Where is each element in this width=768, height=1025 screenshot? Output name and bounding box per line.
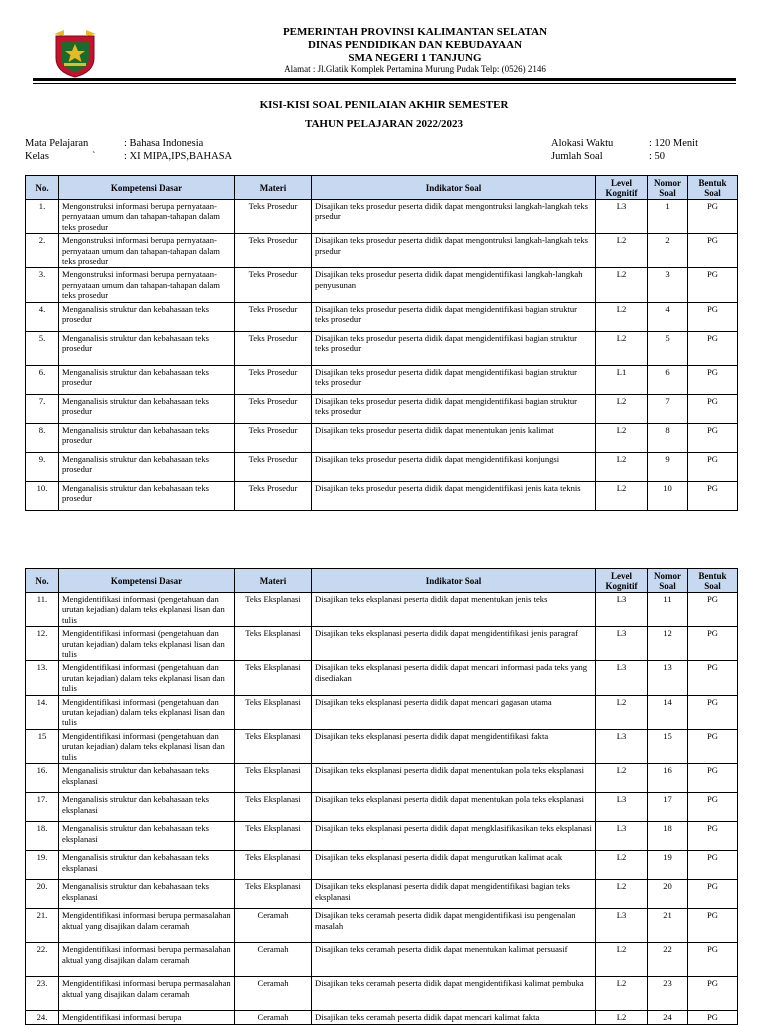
cell-kompetensi-dasar: Mengidentifikasi informasi (pengetahuan dan urutan kejadian) dalam teks ekplanasi lisan dan tulis [59,627,235,661]
cell-indikator-soal: Disajikan teks prosedur peserta didik dapat menentukan jenis kalimat [312,423,596,452]
header-address: Alamat : Jl.Glatik Komplek Pertamina Murung Pudak Telp: (0526) 2146 [284,64,546,74]
col-bentuk-soal: Bentuk Soal [688,176,738,200]
divider-thin [33,83,736,84]
cell-kompetensi-dasar: Mengidentifikasi informasi (pengetahuan dan urutan kejadian) dalam teks ekplanasi lisan dan tulis [59,593,235,627]
cell-nomor-soal: 22 [648,943,688,977]
cell-materi: Ceramah [235,909,312,943]
table-row [26,880,738,909]
table-row [26,764,738,793]
header-province: PEMERINTAH PROVINSI KALIMANTAN SELATAN [282,26,548,38]
cell-materi: Teks Eksplanasi [235,627,312,661]
cell-nomor-soal: 4 [648,302,688,331]
cell-indikator-soal: Disajikan teks ceramah peserta didik dapat mengidentifikasi kalimat pembuka [312,977,596,1011]
meta-mapel-label: Mata Pelajaran [25,138,89,149]
cell-level-kognitif: L2 [596,943,648,977]
cell-kompetensi-dasar: Menganalisis struktur dan kebahasaan teks prosedur [59,452,235,481]
cell-level-kognitif: L2 [596,331,648,365]
cell-indikator-soal: Disajikan teks eksplanasi peserta didik dapat mengidentifikasi fakta [312,729,596,763]
col-level-kognitif: Level Kognitif [596,569,648,593]
cell-level-kognitif: L3 [596,661,648,695]
table-row [26,365,738,394]
cell-nomor-soal: 12 [648,627,688,661]
cell-indikator-soal: Disajikan teks ceramah peserta didik dapat mencari kalimat fakta [312,1011,596,1024]
cell-level-kognitif: L2 [596,452,648,481]
col-nomor-soal: Nomor Soal [648,176,688,200]
cell-kompetensi-dasar: Menganalisis struktur dan kebahasaan teks eksplanasi [59,822,235,851]
cell-kompetensi-dasar: Menganalisis struktur dan kebahasaan teks prosedur [59,481,235,510]
cell-indikator-soal: Disajikan teks eksplanasi peserta didik dapat mengidentifikasi bagian teks eksplanasi [312,880,596,909]
col-materi: Materi [235,176,312,200]
cell-bentuk-soal: PG [688,627,738,661]
document-title: KISI-KISI SOAL PENILAIAN AKHIR SEMESTER [259,99,509,111]
cell-level-kognitif: L3 [596,909,648,943]
cell-indikator-soal: Disajikan teks prosedur peserta didik dapat mengidentifikasi konjungsi [312,452,596,481]
cell-materi: Teks Eksplanasi [235,880,312,909]
cell-no: 22. [26,943,59,977]
document-year: TAHUN PELAJARAN 2022/2023 [304,118,464,130]
cell-kompetensi-dasar: Mengidentifikasi informasi berupa [59,1011,235,1024]
cell-no: 17. [26,793,59,822]
meta-waktu-value: : 120 Menit [649,138,698,149]
cell-bentuk-soal: PG [688,880,738,909]
cell-level-kognitif: L2 [596,302,648,331]
table-header-row [26,569,738,593]
cell-indikator-soal: Disajikan teks prosedur peserta didik dapat mengidentifikasi bagian struktur teks prosedur [312,331,596,365]
cell-level-kognitif: L3 [596,793,648,822]
cell-kompetensi-dasar: Mengidentifikasi informasi (pengetahuan dan urutan kejadian) dalam teks ekplanasi lisan dan tulis [59,729,235,763]
meta-jumlah-value: : 50 [649,151,666,162]
cell-nomor-soal: 13 [648,661,688,695]
cell-bentuk-soal: PG [688,481,738,510]
cell-kompetensi-dasar: Menganalisis struktur dan kebahasaan teks eksplanasi [59,851,235,880]
cell-indikator-soal: Disajikan teks prosedur peserta didik dapat mengidentifikasi bagian struktur teks prosedur [312,365,596,394]
cell-bentuk-soal: PG [688,943,738,977]
table-header-row [26,176,738,200]
cell-nomor-soal: 11 [648,593,688,627]
cell-kompetensi-dasar: Menganalisis struktur dan kebahasaan teks eksplanasi [59,880,235,909]
table-row [26,394,738,423]
meta-waktu-label: Alokasi Waktu [551,138,614,149]
cell-indikator-soal: Disajikan teks prosedur peserta didik dapat mengidentifikasi bagian struktur teks prosedur [312,302,596,331]
cell-level-kognitif: L3 [596,822,648,851]
cell-indikator-soal: Disajikan teks eksplanasi peserta didik dapat menentukan pola teks eksplanasi [312,764,596,793]
cell-level-kognitif: L2 [596,423,648,452]
cell-no: 4. [26,302,59,331]
cell-kompetensi-dasar: Mengidentifikasi informasi berupa permasalahan aktual yang disajikan dalam ceramah [59,977,235,1011]
cell-kompetensi-dasar: Mengidentifikasi informasi berupa permasalahan aktual yang disajikan dalam ceramah [59,943,235,977]
cell-nomor-soal: 24 [648,1011,688,1024]
cell-level-kognitif: L2 [596,880,648,909]
cell-materi: Teks Prosedur [235,394,312,423]
divider-thick [33,78,736,81]
table-row [26,302,738,331]
cell-materi: Teks Prosedur [235,331,312,365]
cell-kompetensi-dasar: Menganalisis struktur dan kebahasaan teks eksplanasi [59,793,235,822]
cell-no: 16. [26,764,59,793]
cell-level-kognitif: L3 [596,627,648,661]
cell-bentuk-soal: PG [688,200,738,234]
cell-indikator-soal: Disajikan teks ceramah peserta didik dapat mengidentifikasi isu pengenalan masalah [312,909,596,943]
cell-nomor-soal: 7 [648,394,688,423]
cell-nomor-soal: 20 [648,880,688,909]
cell-materi: Ceramah [235,943,312,977]
cell-nomor-soal: 23 [648,977,688,1011]
cell-kompetensi-dasar: Menganalisis struktur dan kebahasaan teks prosedur [59,365,235,394]
cell-indikator-soal: Disajikan teks eksplanasi peserta didik dapat mengidentifikasi jenis paragraf [312,627,596,661]
cell-no: 14. [26,695,59,729]
table-row [26,729,738,763]
cell-nomor-soal: 1 [648,200,688,234]
cell-materi: Teks Prosedur [235,365,312,394]
col-level-kognitif: Level Kognitif [596,176,648,200]
cell-kompetensi-dasar: Mengonstruksi informasi berupa pernyataan-pernyataan umum dan tahapan-tahapan dalam teks prosedur [59,234,235,268]
cell-bentuk-soal: PG [688,452,738,481]
cell-level-kognitif: L1 [596,365,648,394]
cell-no: 11. [26,593,59,627]
col-indikator-soal: Indikator Soal [312,176,596,200]
cell-level-kognitif: L2 [596,268,648,302]
cell-no: 20. [26,880,59,909]
table-row [26,200,738,234]
meta-mapel-value: : Bahasa Indonesia [124,138,204,149]
table-row [26,627,738,661]
cell-indikator-soal: Disajikan teks eksplanasi peserta didik dapat menentukan pola teks eksplanasi [312,793,596,822]
cell-materi: Teks Prosedur [235,452,312,481]
col-nomor-soal: Nomor Soal [648,569,688,593]
col-materi: Materi [235,569,312,593]
col-bentuk-soal: Bentuk Soal [688,569,738,593]
cell-bentuk-soal: PG [688,302,738,331]
cell-level-kognitif: L3 [596,593,648,627]
cell-level-kognitif: L3 [596,200,648,234]
table-row [26,793,738,822]
cell-materi: Teks Eksplanasi [235,695,312,729]
cell-materi: Teks Eksplanasi [235,593,312,627]
cell-materi: Ceramah [235,977,312,1011]
col-kompetensi-dasar: Kompetensi Dasar [59,569,235,593]
kisi-kisi-table-1 [25,175,738,511]
table-row [26,695,738,729]
cell-level-kognitif: L2 [596,764,648,793]
cell-nomor-soal: 14 [648,695,688,729]
cell-materi: Teks Prosedur [235,481,312,510]
cell-kompetensi-dasar: Mengonstruksi informasi berupa pernyataan-pernyataan umum dan tahapan-tahapan dalam teks prosedur [59,200,235,234]
table-row [26,423,738,452]
cell-materi: Teks Prosedur [235,234,312,268]
cell-nomor-soal: 10 [648,481,688,510]
cell-materi: Teks Eksplanasi [235,851,312,880]
cell-indikator-soal: Disajikan teks ceramah peserta didik dapat menentukan kalimat persuasif [312,943,596,977]
cell-indikator-soal: Disajikan teks eksplanasi peserta didik dapat menentukan jenis teks [312,593,596,627]
cell-bentuk-soal: PG [688,822,738,851]
cell-level-kognitif: L2 [596,234,648,268]
cell-nomor-soal: 19 [648,851,688,880]
cell-no: 19. [26,851,59,880]
kisi-kisi-table-2 [25,568,738,1025]
cell-no: 9. [26,452,59,481]
cell-indikator-soal: Disajikan teks prosedur peserta didik dapat mengontruksi langkah-langkah teks prsedur [312,200,596,234]
cell-nomor-soal: 15 [648,729,688,763]
cell-bentuk-soal: PG [688,423,738,452]
col-indikator-soal: Indikator Soal [312,569,596,593]
cell-nomor-soal: 21 [648,909,688,943]
table-row [26,234,738,268]
table-row [26,481,738,510]
meta-jumlah-label: Jumlah Soal [551,151,603,162]
cell-nomor-soal: 9 [648,452,688,481]
meta-kelas-value: : XI MIPA,IPS,BAHASA [124,151,233,162]
table-row [26,909,738,943]
cell-bentuk-soal: PG [688,851,738,880]
cell-nomor-soal: 5 [648,331,688,365]
cell-materi: Teks Eksplanasi [235,822,312,851]
letterhead [0,22,768,82]
cell-materi: Ceramah [235,1011,312,1024]
cell-indikator-soal: Disajikan teks prosedur peserta didik dapat mengidentifikasi bagian struktur teks prosedur [312,394,596,423]
cell-bentuk-soal: PG [688,593,738,627]
cell-no: 2. [26,234,59,268]
cell-materi: Teks Prosedur [235,268,312,302]
col-no: No. [26,569,59,593]
cell-no: 13. [26,661,59,695]
cell-level-kognitif: L2 [596,481,648,510]
table-row [26,943,738,977]
cell-no: 5. [26,331,59,365]
cell-bentuk-soal: PG [688,909,738,943]
cell-materi: Teks Prosedur [235,423,312,452]
cell-materi: Teks Prosedur [235,200,312,234]
cell-materi: Teks Eksplanasi [235,793,312,822]
cell-no: 7. [26,394,59,423]
table-row [26,331,738,365]
header-school: SMA NEGERI 1 TANJUNG [348,52,482,64]
cell-no: 3. [26,268,59,302]
cell-indikator-soal: Disajikan teks prosedur peserta didik dapat mengontruksi langkah-langkah teks prsedur [312,234,596,268]
cell-indikator-soal: Disajikan teks eksplanasi peserta didik dapat mencari gagasan utama [312,695,596,729]
cell-nomor-soal: 6 [648,365,688,394]
cell-no: 1. [26,200,59,234]
cell-nomor-soal: 18 [648,822,688,851]
cell-no: 8. [26,423,59,452]
cell-bentuk-soal: PG [688,977,738,1011]
col-kompetensi-dasar: Kompetensi Dasar [59,176,235,200]
table-row [26,593,738,627]
cell-level-kognitif: L2 [596,851,648,880]
cell-materi: Teks Prosedur [235,302,312,331]
cell-bentuk-soal: PG [688,234,738,268]
cell-indikator-soal: Disajikan teks prosedur peserta didik dapat mengidentifikasi langkah-langkah penyusunan [312,268,596,302]
cell-kompetensi-dasar: Mengidentifikasi informasi (pengetahuan dan urutan kejadian) dalam teks ekplanasi lisan dan tulis [59,661,235,695]
table-row [26,268,738,302]
cell-no: 24. [26,1011,59,1024]
table-row [26,851,738,880]
meta-kelas-label: Kelas [25,151,49,162]
cell-kompetensi-dasar: Mengidentifikasi informasi (pengetahuan dan urutan kejadian) dalam teks ekplanasi lisan dan tulis [59,695,235,729]
cell-bentuk-soal: PG [688,764,738,793]
cell-bentuk-soal: PG [688,661,738,695]
cell-bentuk-soal: PG [688,695,738,729]
cell-no: 18. [26,822,59,851]
cell-nomor-soal: 8 [648,423,688,452]
cell-no: 12. [26,627,59,661]
cell-nomor-soal: 2 [648,234,688,268]
table-row [26,661,738,695]
cell-nomor-soal: 16 [648,764,688,793]
cell-level-kognitif: L2 [596,1011,648,1024]
cell-bentuk-soal: PG [688,1011,738,1024]
cell-bentuk-soal: PG [688,365,738,394]
cell-level-kognitif: L2 [596,977,648,1011]
meta-kelas-mark: ` [92,151,96,162]
cell-no: 10. [26,481,59,510]
col-no: No. [26,176,59,200]
cell-kompetensi-dasar: Menganalisis struktur dan kebahasaan teks prosedur [59,423,235,452]
table-row [26,452,738,481]
cell-bentuk-soal: PG [688,729,738,763]
cell-no: 23. [26,977,59,1011]
cell-kompetensi-dasar: Mengidentifikasi informasi berupa permasalahan aktual yang disajikan dalam ceramah [59,909,235,943]
cell-kompetensi-dasar: Mengonstruksi informasi berupa pernyataan-pernyataan umum dan tahapan-tahapan dalam teks prosedur [59,268,235,302]
cell-kompetensi-dasar: Menganalisis struktur dan kebahasaan teks prosedur [59,394,235,423]
cell-level-kognitif: L3 [596,729,648,763]
cell-kompetensi-dasar: Menganalisis struktur dan kebahasaan teks prosedur [59,331,235,365]
cell-indikator-soal: Disajikan teks eksplanasi peserta didik dapat mencari informasi pada teks yang disediakan [312,661,596,695]
cell-indikator-soal: Disajikan teks eksplanasi peserta didik dapat mengurutkan kalimat acak [312,851,596,880]
table-row [26,977,738,1011]
cell-kompetensi-dasar: Menganalisis struktur dan kebahasaan teks eksplanasi [59,764,235,793]
cell-no: 15 [26,729,59,763]
cell-bentuk-soal: PG [688,268,738,302]
cell-no: 21. [26,909,59,943]
cell-materi: Teks Eksplanasi [235,729,312,763]
cell-kompetensi-dasar: Menganalisis struktur dan kebahasaan teks prosedur [59,302,235,331]
cell-nomor-soal: 17 [648,793,688,822]
cell-level-kognitif: L2 [596,695,648,729]
cell-indikator-soal: Disajikan teks eksplanasi peserta didik dapat mengklasifikasikan teks eksplanasi [312,822,596,851]
cell-bentuk-soal: PG [688,793,738,822]
cell-materi: Teks Eksplanasi [235,661,312,695]
table-row [26,1011,738,1024]
cell-bentuk-soal: PG [688,394,738,423]
cell-level-kognitif: L2 [596,394,648,423]
cell-indikator-soal: Disajikan teks prosedur peserta didik dapat mengidentifikasi jenis kata teknis [312,481,596,510]
cell-bentuk-soal: PG [688,331,738,365]
province-emblem-icon [52,30,98,78]
cell-no: 6. [26,365,59,394]
cell-materi: Teks Eksplanasi [235,764,312,793]
header-department: DINAS PENDIDIKAN DAN KEBUDAYAAN [307,39,523,51]
cell-nomor-soal: 3 [648,268,688,302]
table-row [26,822,738,851]
